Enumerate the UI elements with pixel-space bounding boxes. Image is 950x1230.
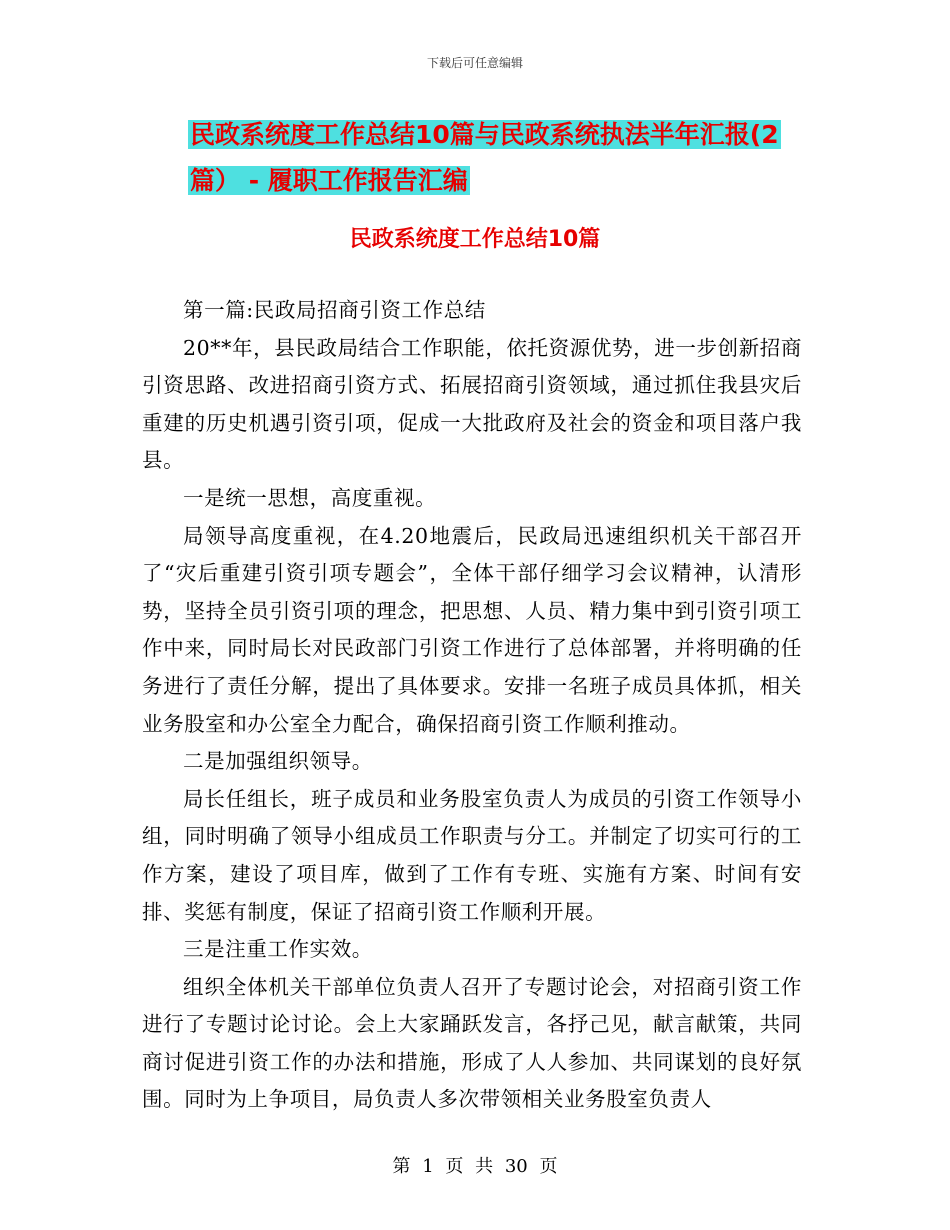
page-number: 第 1 页 共 30 页 [392,1156,558,1177]
document-body [142,292,802,1119]
paragraph: 局领导高度重视，在4.20地震后，民政局迅速组织机关干部召开了“灾后重建引资引项专题会”，全体干部仔细学习会议精神，认清形势，坚持全员引资引项的理念，把思想、人员、精力集中到引资引项工作中来，同时局长对民政部门引资工作进行了总体部署，并将明确的任务进行了责任分解，提出了具体要求。安排一名班子成员具体抓，相关业务股室和办公室全力配合，确保招商引资工作顺利推动。 [142,523,802,736]
paragraph: 组织全体机关干部单位负责人召开了专题讨论会，对招商引资工作进行了专题讨论讨论。会上大家踊跃发言，各抒己见，献言献策，共同商讨促进引资工作的办法和措施，形成了人人参加、共同谋划的良好氛围。同时为上争项目，局负责人多次带领相关业务股室负责人 [142,974,802,1112]
paragraph: 20**年，县民政局结合工作职能，依托资源优势，进一步创新招商引资思路、改进招商引资方式、拓展招商引资领域，通过抓住我县灾后重建的历史机遇引资引项，促成一大批政府及社会的资金和项目落户我县。 [142,335,802,473]
paragraph-point-heading: 二是加强组织领导。 [183,749,373,774]
document-title-line-2: 篇） - 履职工作报告汇编 [190,166,468,195]
section-heading: 民政系统度工作总结10篇 [349,227,601,252]
paragraph-point-heading: 三是注重工作实效。 [183,937,373,962]
paragraph-subheading: 第一篇:民政局招商引资工作总结 [183,298,486,322]
document-title [188,112,818,204]
page-header-note: 下载后可任意编辑 [426,56,523,70]
paragraph-point-heading: 一是统一思想，高度重视。 [183,485,437,510]
paragraph: 局长任组长，班子成员和业务股室负责人为成员的引资工作领导小组，同时明确了领导小组成员工作职责与分工。并制定了切实可行的工作方案，建设了项目库，做到了工作有专班、实施有方案、时间有安排、奖惩有制度，保证了招商引资工作顺利开展。 [142,786,802,924]
document-title-line-1: 民政系统度工作总结10篇与民政系统执法半年汇报(2 [190,120,779,149]
